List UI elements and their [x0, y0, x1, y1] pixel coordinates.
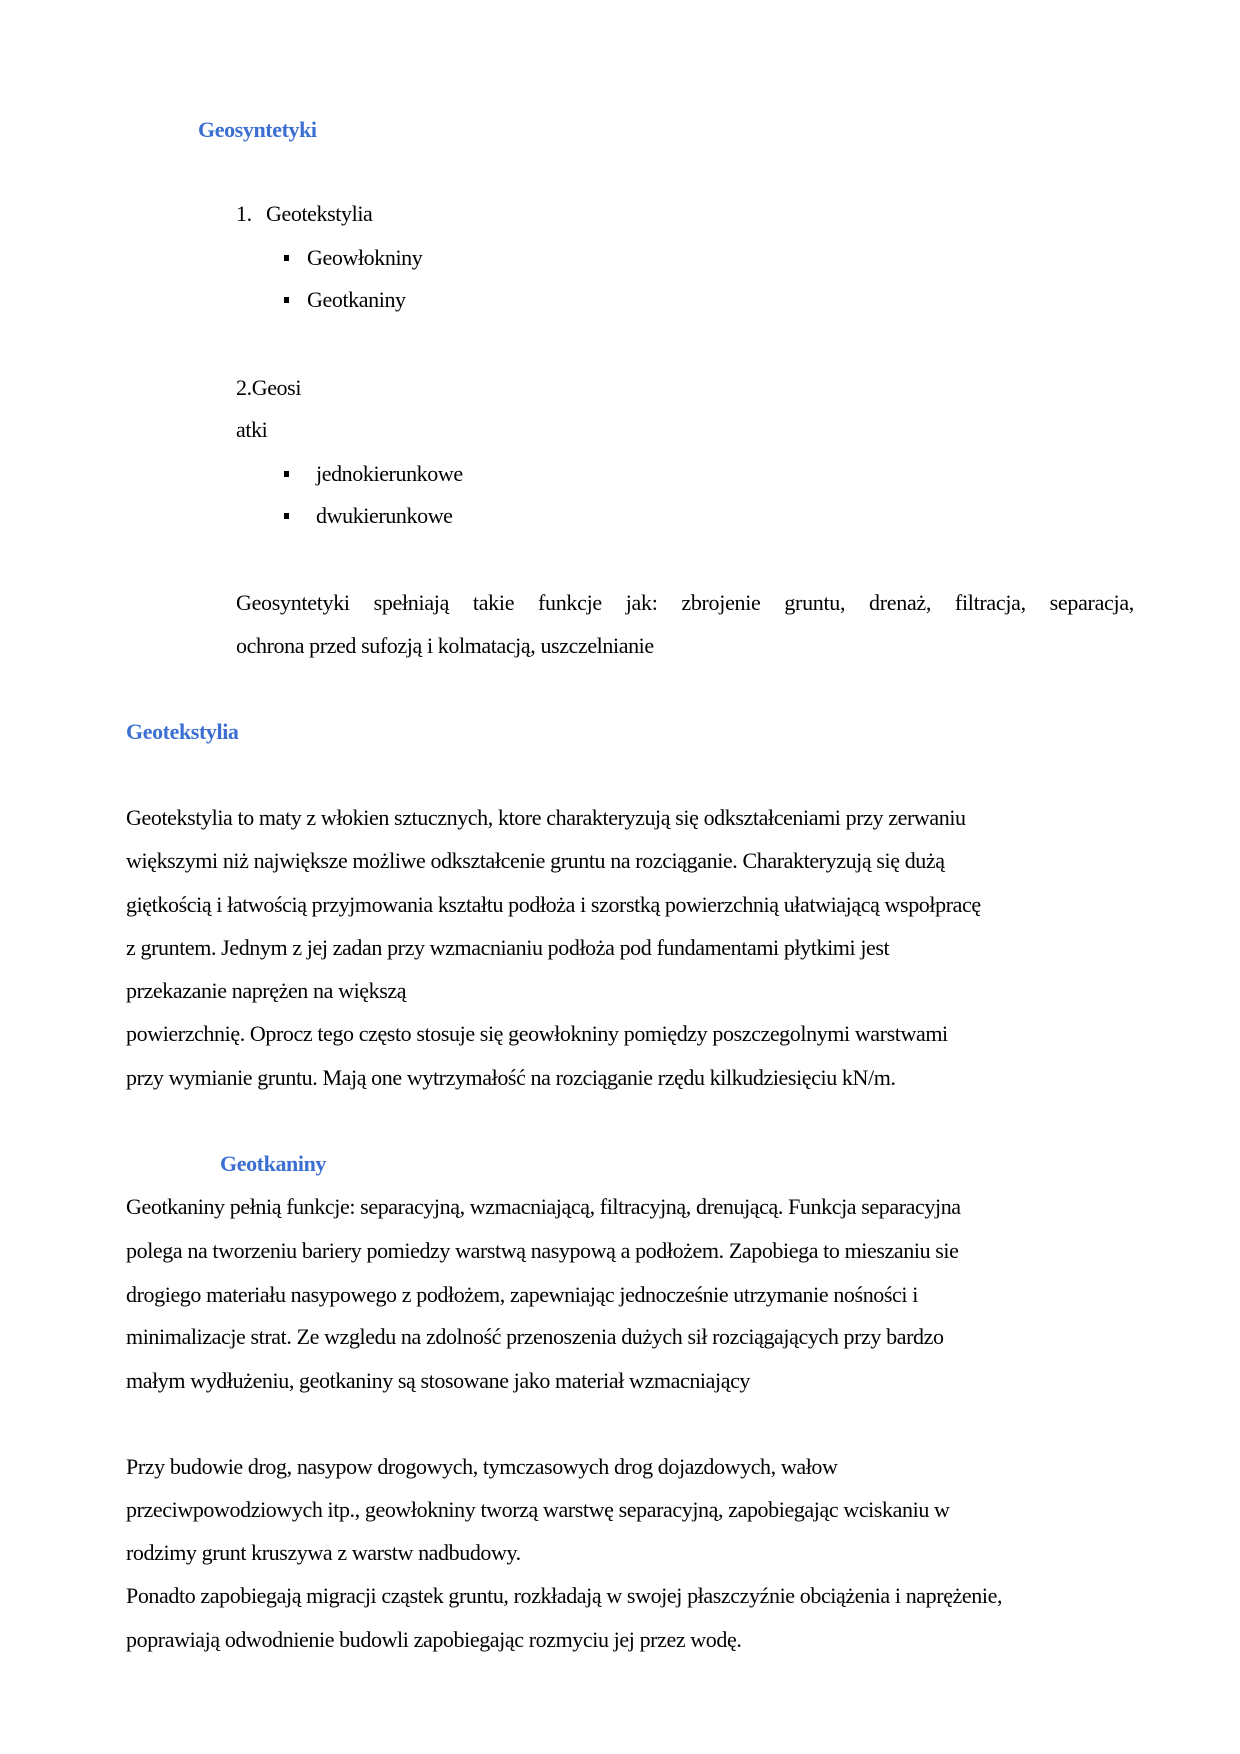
paragraph-line: ochrona przed sufozją i kolmatacją, uszczelnianie [236, 633, 654, 658]
bullet-icon [284, 513, 289, 519]
paragraph-line: przekazanie naprężen na większą [126, 978, 407, 1003]
paragraph-line: Geotkaniny pełnią funkcje: separacyjną, wzmacniającą, filtracyjną, drenującą. Funkcja separacyjna [126, 1194, 961, 1219]
bullet-icon [284, 297, 289, 303]
list-item: jednokierunkowe [316, 461, 463, 486]
bullet-icon [284, 255, 289, 261]
list2-title-part1: 2.Geosi [236, 375, 302, 400]
list1-title: Geotekstylia [266, 201, 373, 226]
paragraph-line: drogiego materiału nasypowego z podłożem, zapewniając jednocześnie utrzymanie nośności i [126, 1282, 918, 1307]
paragraph-line: większymi niż największe możliwe odkształcenie gruntu na rozciąganie. Charakteryzują się dużą [126, 848, 945, 873]
paragraph-line: z gruntem. Jednym z jej zadan przy wzmacnianiu podłoża pod fundamentami płytkimi jest [126, 935, 890, 960]
paragraph-line: rodzimy grunt kruszywa z warstw nadbudowy. [126, 1540, 521, 1565]
list1-number: 1. [236, 201, 252, 226]
paragraph-line: polega na tworzeniu bariery pomiedzy warstwą nasypową a podłożem. Zapobiega to mieszaniu sie [126, 1238, 959, 1263]
paragraph-line: małym wydłużeniu, geotkaniny są stosowane jako materiał wzmacniający [126, 1368, 751, 1393]
list-item: Geowłokniny [307, 245, 423, 270]
paragraph-line: Przy budowie drog, nasypow drogowych, tymczasowych drog dojazdowych, wałow [126, 1454, 838, 1479]
paragraph-line: giętkością i łatwością przyjmowania kształtu podłoża i szorstką powierzchnią ułatwiającą wspołpracę [126, 892, 981, 917]
paragraph-line: poprawiają odwodnienie budowli zapobiegając rozmyciu jej przez wodę. [126, 1627, 742, 1652]
paragraph-line: Ponadto zapobiegają migracji cząstek gruntu, rozkładają w swojej płaszczyźnie obciążenia i naprężenie, [126, 1583, 1003, 1608]
heading-geosyntetyki: Geosyntetyki [198, 117, 317, 142]
list-item: Geotkaniny [307, 287, 406, 312]
paragraph-line: Geotekstylia to maty z włokien sztucznych, ktore charakteryzują się odkształceniami przy zerwaniu [126, 805, 966, 830]
paragraph-line: powierzchnię. Oprocz tego często stosuje się geowłokniny pomiędzy poszczegolnymi warstwami [126, 1021, 948, 1046]
heading-geotekstylia: Geotekstylia [126, 719, 239, 744]
list2-title-part2: atki [236, 417, 268, 442]
heading-geotkaniny: Geotkaniny [220, 1151, 327, 1176]
list-item: dwukierunkowe [316, 503, 453, 528]
paragraph-line: Geosyntetyki spełniają takie funkcje jak: zbrojenie gruntu, drenaż, filtracja, separacja, [236, 590, 1134, 615]
paragraph-line: przeciwpowodziowych itp., geowłokniny tworzą warstwę separacyjną, zapobiegając wciskaniu w [126, 1497, 950, 1522]
bullet-icon [284, 471, 289, 477]
paragraph-line: minimalizacje strat. Ze wzgledu na zdolność przenoszenia dużych sił rozciągających przy bardzo [126, 1324, 944, 1349]
paragraph-line: przy wymianie gruntu. Mają one wytrzymałość na rozciąganie rzędu kilkudziesięciu kN/m. [126, 1065, 896, 1090]
